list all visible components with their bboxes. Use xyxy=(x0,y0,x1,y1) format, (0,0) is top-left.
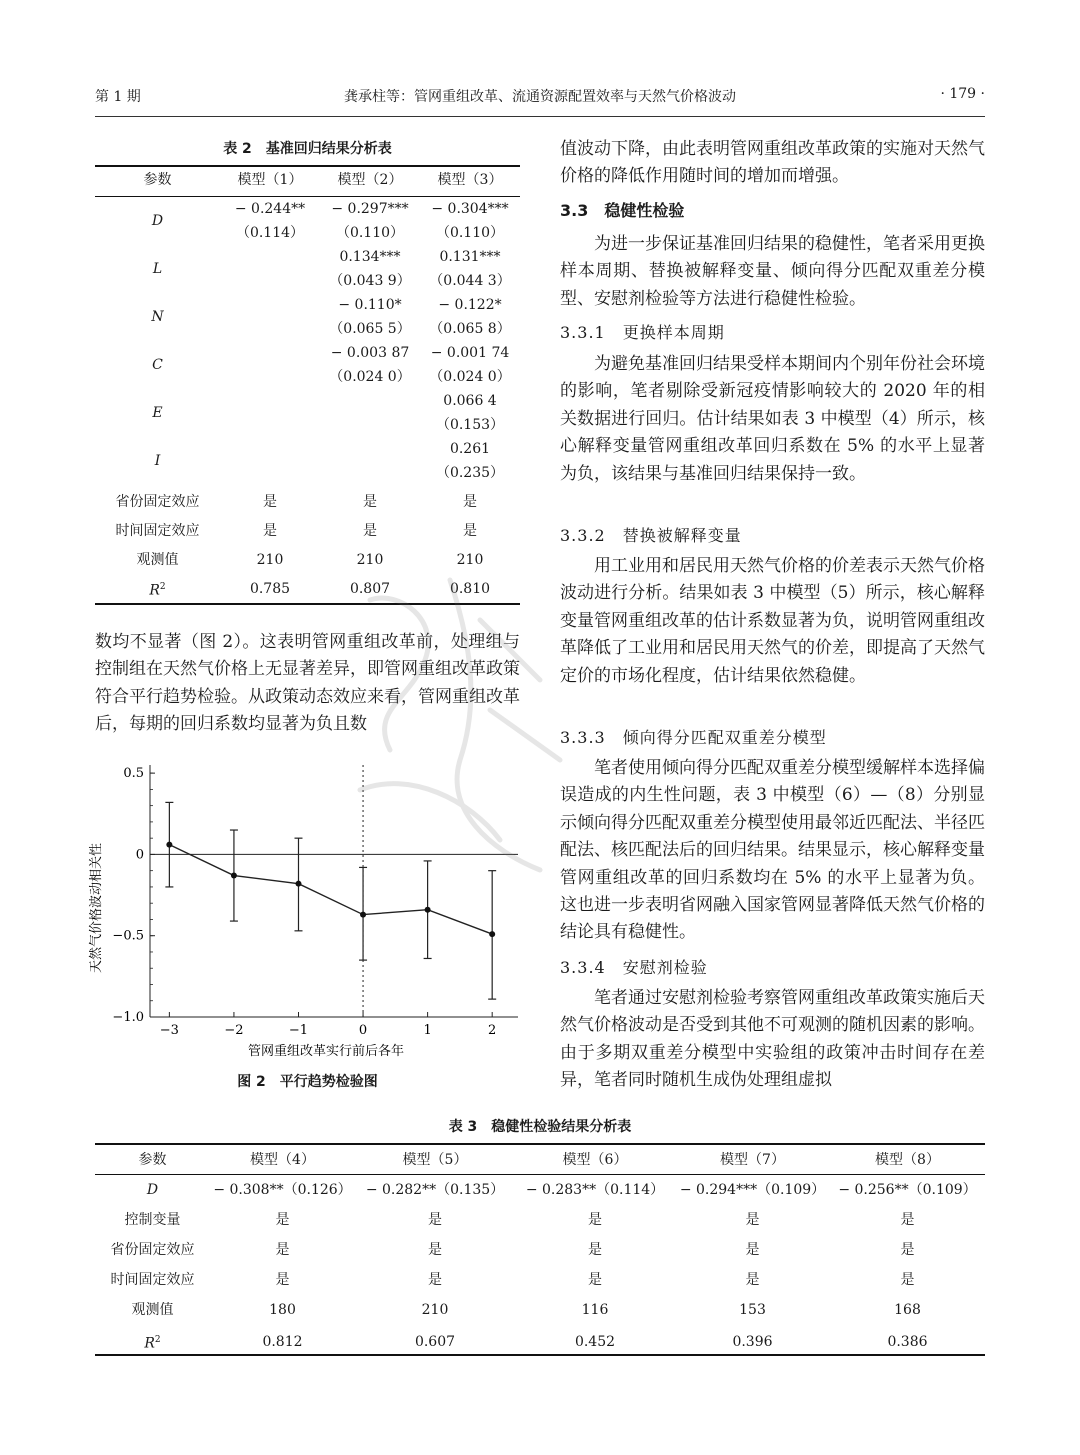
table3-header-cell: 模型（4） xyxy=(250,1152,315,1168)
table2-cell xyxy=(220,341,320,365)
table2-row xyxy=(95,437,520,461)
table3-header-cell: 模型（8） xyxy=(875,1152,940,1168)
table3-cell: − 0.282**（0.135） xyxy=(365,1182,505,1198)
table2-header-cell: 模型（3） xyxy=(437,172,503,188)
table3-header-cell: 参数 xyxy=(138,1152,167,1168)
table2-cell xyxy=(220,413,320,437)
table3-r2-label xyxy=(95,1325,210,1359)
table3-cell: 是 xyxy=(428,1242,442,1258)
table2-cell: 0.131*** xyxy=(439,249,501,265)
table3-cell: 是 xyxy=(428,1272,442,1288)
page-number: · 179 · xyxy=(940,86,985,102)
table3-cell: 116 xyxy=(581,1302,609,1318)
table2-cell xyxy=(220,293,320,317)
chart-point xyxy=(489,931,495,937)
chart-ylabel: 天然气价格波动相关性 xyxy=(89,842,104,974)
table2-cell: 是 xyxy=(363,523,377,539)
table2-cell: 0.134*** xyxy=(339,249,401,265)
table2-cell: （0.114） xyxy=(235,225,305,241)
table2-row-label: L xyxy=(152,261,163,277)
table2-cell: − 0.122* xyxy=(438,297,502,313)
right-para-1: 值波动下降，由此表明管网重组改革政策的实施对天然气价格的降低作用随时间的增加而增强。 xyxy=(560,139,985,187)
table3-header-cell: 模型（5） xyxy=(402,1152,468,1168)
table2-cell: （0.153） xyxy=(435,417,505,433)
table3-row-label: 省份固定效应 xyxy=(110,1242,195,1258)
subsection-3-3-1: 3.3.1 更换样本周期 xyxy=(560,323,725,342)
table3-cell: 是 xyxy=(275,1212,290,1228)
table2-header-cell: 参数 xyxy=(143,172,172,188)
table2-cell: 是 xyxy=(463,523,477,539)
table3-cell: 180 xyxy=(269,1302,296,1318)
table2-cell: − 0.304*** xyxy=(431,201,509,217)
table2-cell xyxy=(220,437,320,461)
table2-cell: 210 xyxy=(356,552,384,568)
table3-d-row xyxy=(95,1175,985,1205)
r2-letter: R xyxy=(149,582,160,599)
table3-caption: 表 3 稳健性检验结果分析表 xyxy=(448,1119,632,1135)
table2-row-label: 时间固定效应 xyxy=(115,523,200,539)
right-para-3: 为避免基准回归结果受样本期间内个别年份社会环境的影响，笔者剔除受新冠疫情影响较大的 2020 年的相关数据进行回归。估计结果如表 3 中模型（4）所示，核心解释变量管网重组改革回归系数在 5% 的水平上显著为负，该结果与基准回归结果保持一致。 xyxy=(560,354,985,484)
table3-row-label: D xyxy=(146,1182,159,1198)
table3-cell: 是 xyxy=(900,1272,915,1288)
table3-cell: 0.607 xyxy=(414,1333,456,1350)
table3-cell: − 0.256**（0.109） xyxy=(838,1182,977,1198)
table3-row xyxy=(95,1295,985,1325)
table2-caption: 表 2 基准回归结果分析表 xyxy=(223,141,392,157)
table2-header-cell: 模型（1） xyxy=(237,172,303,188)
table3-cell: − 0.283**（0.114） xyxy=(525,1182,665,1198)
header-rule xyxy=(95,116,985,117)
right-para-5: 笔者使用倾向得分匹配双重差分模型缓解样本选择偏误造成的内生性问题，表 3 中模型（6）—（8）分别显示倾向得分匹配双重差分模型使用最邻近匹配法、半径匹配法、核匹配法后的回归结果。结果显示，核心解释变量管网重组改革的回归系数均在 5% 的水平上显著为负。这也进一步表明省网融入国家管网显著降低天然气价格的结论具有稳健性。 xyxy=(560,758,985,943)
section-3-3-title: 3.3 稳健性检验 xyxy=(560,201,685,220)
table2-cell: 0.785 xyxy=(249,581,291,597)
table3-cell: 0.452 xyxy=(574,1333,616,1350)
table2-cell xyxy=(220,389,320,413)
table3-row xyxy=(95,1205,985,1235)
table2-cell: 是 xyxy=(263,523,277,539)
running-title: 龚承柱等：管网重组改革、流通资源配置效率与天然气价格波动 xyxy=(344,89,736,105)
table2-cell xyxy=(320,461,420,485)
chart-y-tick-label: −0.5 xyxy=(112,928,144,944)
table3-cell: 是 xyxy=(745,1212,760,1228)
table2-cell: （0.065 8） xyxy=(429,321,511,337)
table2-cell xyxy=(220,269,320,293)
table2-row xyxy=(95,389,520,413)
table3-r2-row xyxy=(95,1325,985,1359)
right-para-2: 为进一步保证基准回归结果的稳健性，笔者采用更换样本周期、替换被解释变量、倾向得分匹配双重差分模型、安慰剂检验等方法进行稳健性检验。 xyxy=(560,234,985,309)
table2-r2-label xyxy=(95,575,220,604)
chart-x-tick-label: 1 xyxy=(423,1023,432,1038)
r2-letter: R xyxy=(144,1335,155,1352)
table2-header-row xyxy=(95,169,520,192)
table2-cell: 0.066 4 xyxy=(443,393,497,409)
chart-point xyxy=(425,907,431,913)
table2-cell xyxy=(320,389,420,413)
table2-row xyxy=(95,293,520,317)
table2-row xyxy=(95,245,520,269)
table3-cell: 是 xyxy=(275,1272,290,1288)
table2-row-label: C xyxy=(152,357,163,373)
table2-row-label: N xyxy=(151,309,164,325)
table3-row xyxy=(95,1265,985,1295)
table3-header-cell: 模型（7） xyxy=(720,1152,785,1168)
table2-row-label: 观测值 xyxy=(136,552,179,568)
chart-point xyxy=(295,881,301,887)
table2-row-label: I xyxy=(154,453,161,469)
table3-cell: 是 xyxy=(745,1272,760,1288)
table3-cell: 0.812 xyxy=(262,1333,303,1350)
table3-cell: 是 xyxy=(745,1242,760,1258)
table2-cell: （0.043 9） xyxy=(329,273,411,289)
journal-issue: 第 1 期 xyxy=(95,89,141,105)
chart-point xyxy=(231,873,237,879)
table2-row xyxy=(95,488,520,517)
table2-cell: （0.110） xyxy=(335,225,405,241)
table2-cell xyxy=(220,245,320,269)
table2-row-label: D xyxy=(151,213,164,229)
table2-cell: 0.261 xyxy=(449,441,491,457)
table3-row-label: 时间固定效应 xyxy=(110,1272,195,1288)
table2-cell: 是 xyxy=(463,494,477,510)
table3-cell: 是 xyxy=(275,1242,290,1258)
chart-x-tick-label: −2 xyxy=(224,1023,244,1038)
table2-cell: （0.065 5） xyxy=(329,321,411,337)
table3-cell: − 0.294***（0.109） xyxy=(679,1182,826,1198)
table2-row-label: 省份固定效应 xyxy=(115,494,200,510)
table2-cell: 是 xyxy=(363,494,377,510)
table2-coef-rows xyxy=(95,197,520,485)
chart-x-tick-label: 2 xyxy=(488,1023,497,1038)
table2-row xyxy=(95,341,520,365)
subsection-3-3-2: 3.3.2 替换被解释变量 xyxy=(560,526,742,545)
chart-x-tick-label: −3 xyxy=(159,1023,179,1038)
table2-cell: 0.807 xyxy=(349,581,391,597)
table3-cell: − 0.308**（0.126） xyxy=(213,1182,352,1198)
table3-cell: 153 xyxy=(739,1302,766,1318)
table2-cell: − 0.003 87 xyxy=(330,345,410,361)
table2-cell xyxy=(220,365,320,389)
table2-cell: （0.235） xyxy=(435,465,505,481)
chart-point xyxy=(166,842,172,848)
table3-cell: 是 xyxy=(900,1242,915,1258)
table3-cell: 是 xyxy=(428,1212,442,1228)
chart-point xyxy=(360,912,366,918)
table2-cell: （0.024 0） xyxy=(429,369,511,385)
table2-cell xyxy=(320,413,420,437)
table2-cell: 210 xyxy=(456,552,484,568)
table3-cell: 是 xyxy=(588,1212,602,1228)
table2-cell: − 0.110* xyxy=(338,297,402,313)
table2-cell: 210 xyxy=(256,552,284,568)
table3-cell: 168 xyxy=(894,1302,921,1318)
table3-header-cell: 模型（6） xyxy=(562,1152,628,1168)
figure2-caption: 图 2 平行趋势检验图 xyxy=(237,1074,378,1090)
subsection-3-3-4: 3.3.4 安慰剂检验 xyxy=(560,958,708,977)
chart-xlabel: 管网重组改革实行前后各年 xyxy=(247,1044,405,1059)
chart-y-tick-label: 0 xyxy=(135,847,144,863)
table2-cell: − 0.001 74 xyxy=(430,345,510,361)
table2-cell: 是 xyxy=(263,494,277,510)
table2-cell: （0.044 3） xyxy=(429,273,511,289)
table3-row-label: 观测值 xyxy=(131,1302,174,1318)
table2-cell: （0.110） xyxy=(435,225,505,241)
table2-top-rule xyxy=(95,165,520,167)
table3-cell: 0.396 xyxy=(732,1333,773,1350)
table3-header-row xyxy=(95,1145,985,1175)
chart-y-tick-label: −1.0 xyxy=(112,1010,144,1025)
table3 xyxy=(95,1145,985,1359)
table2-cell xyxy=(320,437,420,461)
chart-x-tick-label: 0 xyxy=(358,1023,368,1038)
right-para-6: 笔者通过安慰剂检验考察管网重组改革政策实施后天然气价格波动是否受到其他不可观测的随机因素的影响。由于多期双重差分模型中实验组的政策冲击时间存在差异，笔者同时随机生成伪处理组虚拟 xyxy=(560,988,985,1091)
table2-cell: （0.024 0） xyxy=(329,369,411,385)
left-paragraph: 数均不显著（图 2）。这表明管网重组改革前，处理组与控制组在天然气价格上无显著差异，即管网重组改革政策符合平行趋势检验。从政策动态效应来看，管网重组改革后，每期的回归系数均显著为负且数 xyxy=(95,632,520,735)
table3-rows xyxy=(95,1205,985,1325)
table2-row-label: E xyxy=(152,405,163,421)
r2-sup: 2 xyxy=(154,1335,161,1345)
r2-sup: 2 xyxy=(159,582,166,593)
table2-row xyxy=(95,517,520,546)
chart-y-tick-label: 0.5 xyxy=(123,766,144,782)
subsection-3-3-3: 3.3.3 倾向得分匹配双重差分模型 xyxy=(560,728,827,747)
table2-body xyxy=(95,197,520,485)
table2-header-cell: 模型（2） xyxy=(337,172,403,188)
table2-cell: − 0.244** xyxy=(234,201,306,217)
table2-cell: 0.810 xyxy=(449,581,491,597)
right-para-4: 用工业用和居民用天然气价格的价差表示天然气价格波动进行分析。结果如表 3 中模型（5）所示，核心解释变量管网重组改革的估计系数显著为负，说明管网重组改革降低了工业用和居民用天然气的价差，即提高了天然气定价的市场化程度，估计结果依然稳健。 xyxy=(560,556,985,686)
table3-cell: 210 xyxy=(421,1302,449,1318)
table3-row xyxy=(95,1235,985,1265)
chart-x-tick-label: −1 xyxy=(288,1023,309,1038)
table3-cell: 是 xyxy=(900,1212,915,1228)
table3-cell: 0.386 xyxy=(887,1333,928,1350)
table3-row-label: 控制变量 xyxy=(124,1212,181,1228)
table3-cell: 是 xyxy=(588,1242,602,1258)
watermark-stamp xyxy=(330,560,580,890)
table2 xyxy=(95,169,520,192)
table2-cell: − 0.297*** xyxy=(331,201,409,217)
table2-cell xyxy=(220,317,320,341)
table3-cell: 是 xyxy=(588,1272,602,1288)
table2-cell xyxy=(220,461,320,485)
table2-row xyxy=(95,197,520,221)
